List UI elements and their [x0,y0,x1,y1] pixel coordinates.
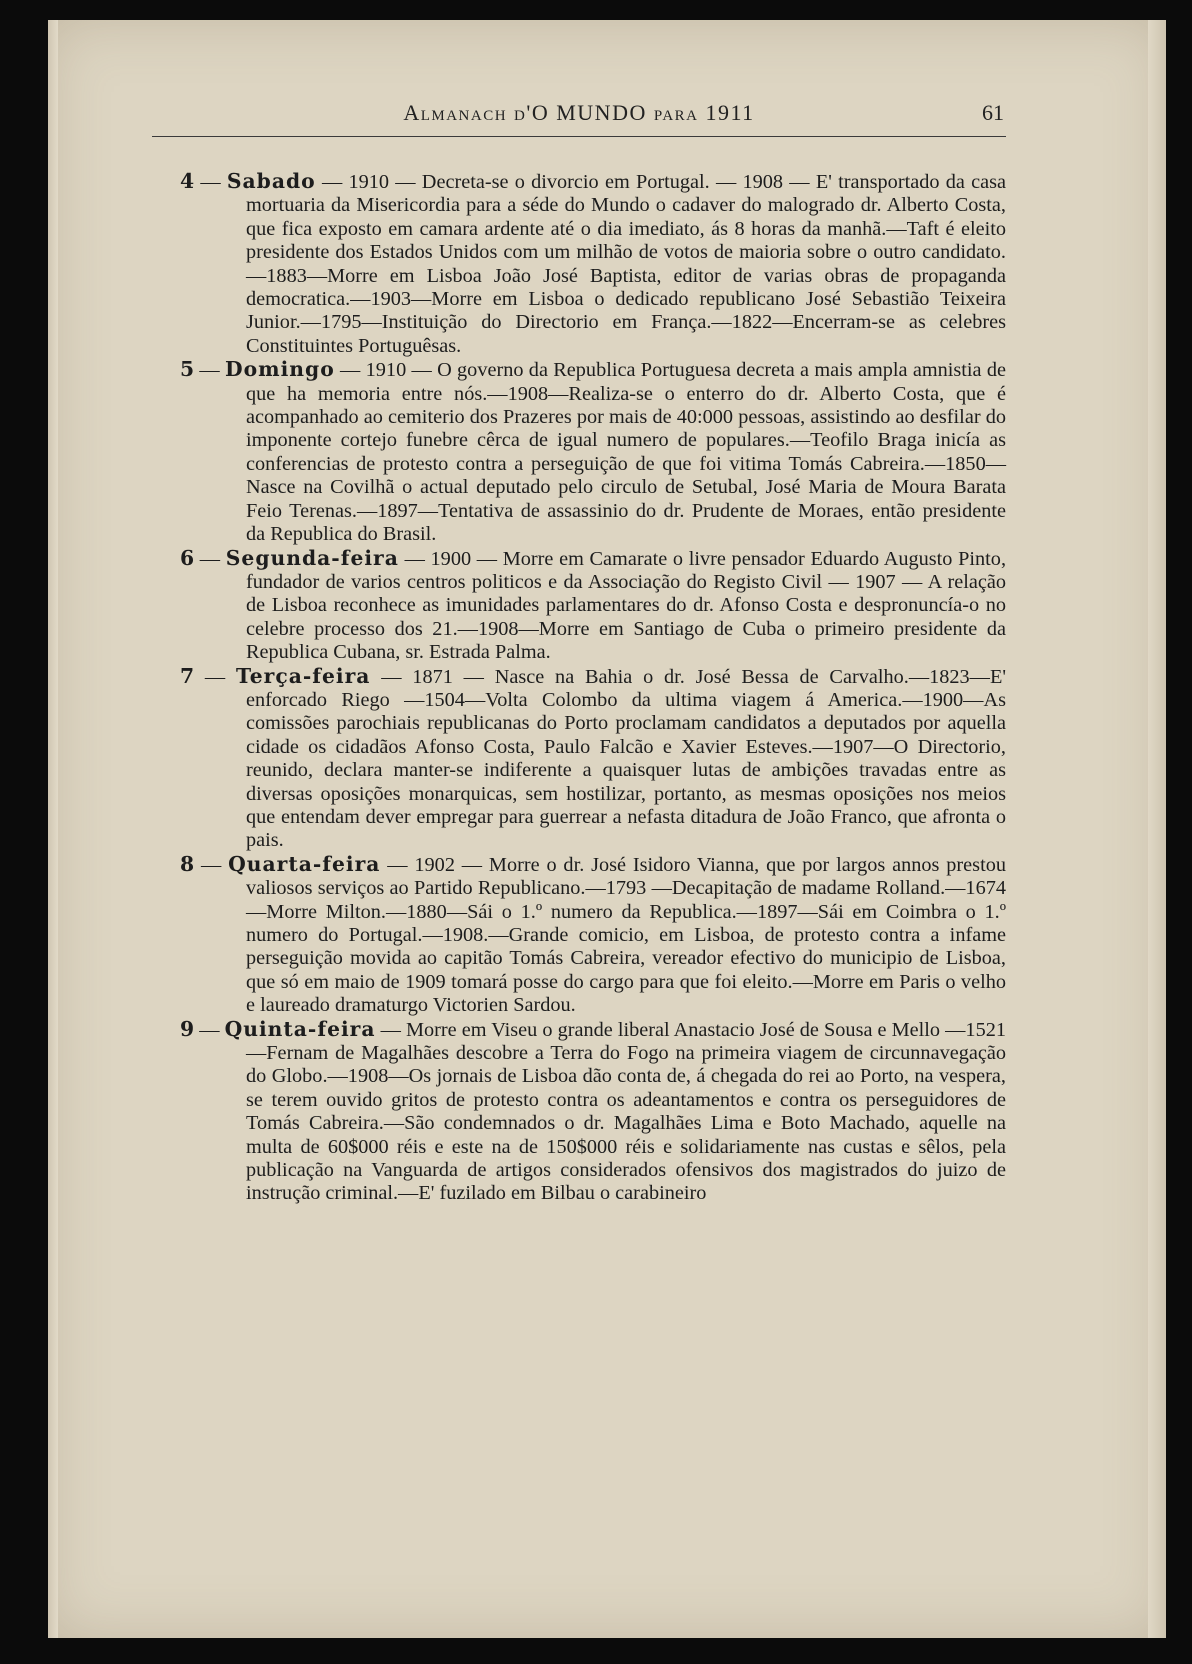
entry-number: 8 [180,851,195,876]
entry-text: 1910 — O governo da Republica Portuguesa decreta a mais ampla amnistia de que ha memoria entre nós.—1908—Realiza-se o enterro do dr. Alberto Costa, que é acompanhado ao cemiterio dos Prazeres por mais de 40:000 pessoas, assistindo ao desfilar do imponente cortejo funebre cêrca de igual numero de populares.—Teofilo Braga inicía as conferencias de protesto contra a perseguição de que foi vitima Tomás Cabreira.—1850—Nasce na Covilhã o actual deputado pelo circulo de Setubal, José Maria de Moura Barata Feio Terenas.—1897—Tentativa de assassinio do dr. Prudente de Moraes, então presidente da Republica do Brasil. [246,359,1006,546]
entry-weekday: Domingo [225,357,335,382]
entry-weekday: Quarta-feira [228,851,381,876]
entry-number: 4 [180,169,195,193]
entry-weekday: Segunda-feira [225,545,399,570]
entry-day-5: 5 — Domingo — 1910 — O governo da Republica Portuguesa decreta a mais ampla amnistia de que ha memoria entre nós.—1908—Realiza-se o enterro do dr. Alberto Costa, que é acompanhado ao cemiterio dos Prazeres por mais de 40:000 pessoas, assistindo ao desfilar do imponente cortejo funebre cêrca de igual numero de populares.—Teofilo Braga inicía as conferencias de protesto contra a perseguição de que foi vitima Tomás Cabreira.—1850—Nasce na Covilhã o actual deputado pelo circulo de Setubal, José Maria de Moura Barata Feio Terenas.—1897—Tentativa de assassinio do dr. Prudente de Moraes, então presidente da Republica do Brasil. [180,357,1006,546]
entry-day-8: 8 — Quarta-feira — 1902 — Morre o dr. José Isidoro Vianna, que por largos annos prestou valiosos serviços ao Partido Republicano.—1793 —Decapitação de madame Rolland.—1674—Morre Milton.—1880—Sái o 1.º numero da Republica.—1897—Sái em Coimbra o 1.º numero do Portugal.—1908.—Grande comicio, em Lisboa, de protesto contra a infame perseguição movida ao capitão Tomás Cabreira, vereador efectivo do municipio de Lisboa, que só em maio de 1909 tomará posse do cargo para que foi eleito.—Morre em Paris o velho e laureado dramaturgo Victorien Sardou. [180,851,1006,1017]
entry-number: 9 [180,1016,195,1041]
entry-text: 1902 — Morre o dr. José Isidoro Vianna, que por largos annos prestou valiosos serviços ao Partido Republicano.—1793 —Decapitação de madame Rolland.—1674—Morre Milton.—1880—Sái o 1.º numero da Republica.—1897—Sái em Coimbra o 1.º numero do Portugal.—1908.—Grande comicio, em Lisboa, de protesto contra a infame perseguição movida ao capitão Tomás Cabreira, vereador efectivo do municipio de Lisboa, que só em maio de 1909 tomará posse do cargo para que foi eleito.—Morre em Paris o velho e laureado dramaturgo Victorien Sardou. [246,853,1006,1017]
entry-text: 1871 — Nasce na Bahia o dr. José Bessa de Carvalho.—1823—E' enforcado Riego —1504—Volta Colombo da ultima viagem á America.—1900—As comissões parochiais republicanas do Porto proclamam candidatos a deputados por aquella cidade os cidadãos Afonso Costa, Paulo Falcão e Xavier Esteves.—1907—O Directorio, reunido, declara manter-se indiferente a quaisquer lutas de ambições travadas entre as diversas oposições monarquicas, sem hostilizar, portanto, as mesmas oposições nos meios que entendam dever empregar para guerrear a nefasta ditadura de João Franco, que afronta o pais. [246,665,1007,852]
entry-number: 5 [180,357,195,382]
entry-text: 1900 — Morre em Camarate o livre pensador Eduardo Augusto Pinto, fundador de varios centros politicos e da Associação do Registo Civil — 1907 — A relação de Lisboa reconhece as imunidades parlamentares do dr. Afonso Costa e despronuncía-o no celebre processo dos 21.—1908—Morre em Santiago de Cuba o primeiro presidente da Republica Cubana, sr. Estrada Palma. [246,547,1007,664]
running-title: Almanach d'O MUNDO para 1911 [403,100,755,125]
almanac-entries [180,170,1006,1206]
entry-weekday: Terça-feira [236,663,371,688]
running-header [152,90,1006,137]
entry-day-4: 4 — Sabado — 1910 — Decreta-se o divorcio em Portugal. — 1908 — E' transportado da casa mortuaria da Misericordia para a séde do Mundo o cadaver do malogrado dr. Alberto Costa, que fica exposto em camara ardente até o dia imediato, ás 8 horas da manhã.—Taft é eleito presidente dos Estados Unidos com um milhão de votos de maioria sobre o outro candidato.—1883—Morre em Lisboa João José Baptista, editor de varias obras de propaganda democratica.—1903—Morre em Lisboa o dedicado republicano José Sebastião Teixeira Junior.—1795—Instituição do Directorio em França.—1822—Encerram-se as celebres Constituintes Portuguêsas. [180,169,1007,357]
entry-text: 1910 — Decreta-se o divorcio em Portugal. — 1908 — E' transportado da casa mortuaria da Misericordia para a séde do Mundo o cadaver do malogrado dr. Alberto Costa, que fica exposto em camara ardente até o dia imediato, ás 8 horas da manhã.—Taft é eleito presidente dos Estados Unidos com um milhão de votos de maioria sobre o outro candidato.—1883—Morre em Lisboa João José Baptista, editor de varias obras de propaganda democratica.—1903—Morre em Lisboa o dedicado republicano José Sebastião Teixeira Junior.—1795—Instituição do Directorio em França.—1822—Encerram-se as celebres Constituintes Portuguêsas. [246,171,1007,357]
entry-weekday: Sabado [226,169,316,193]
entry-day-9: 9 — Quinta-feira — Morre em Viseu o grande liberal Anastacio José de Sousa e Mello —1521—Fernam de Magalhães descobre a Terra do Fogo na primeira viagem de circunnavegação do Globo.—1908—Os jornais de Lisboa dão conta de, á chegada do rei ao Porto, na vespera, se terem ouvido gritos de protesto contra os adeantamentos e contra os perseguidores de Tomás Cabreira.—São condemnados o dr. Magalhães Lima e Boto Machado, aquelle na multa de 60$000 réis e este na de 150$000 réis e solidariamente nas custas e sêlos, pela publicação na Vanguarda de artigos considerados ofensivos dos magistrados do juizo de instrução criminal.—E' fuzilado em Bilbau o carabineiro [180,1016,1006,1205]
entry-weekday: Quinta-feira [224,1016,376,1041]
entry-day-7: 7 — Terça-feira — 1871 — Nasce na Bahia o dr. José Bessa de Carvalho.—1823—E' enforcado Riego —1504—Volta Colombo da ultima viagem á America.—1900—As comissões parochiais republicanas do Porto proclamam candidatos a deputados por aquella cidade os cidadãos Afonso Costa, Paulo Falcão e Xavier Esteves.—1907—O Directorio, reunido, declara manter-se indiferente a quaisquer lutas de ambições travadas entre as diversas oposições monarquicas, sem hostilizar, portanto, as mesmas oposições nos meios que entendam dever empregar para guerrear a nefasta ditadura de João Franco, que afronta o pais. [180,663,1007,852]
entry-number: 6 [180,545,195,570]
entry-day-6: 6 — Segunda-feira — 1900 — Morre em Camarate o livre pensador Eduardo Augusto Pinto, fundador de varios centros politicos e da Associação do Registo Civil — 1907 — A relação de Lisboa reconhece as imunidades parlamentares do dr. Afonso Costa e despronuncía-o no celebre processo dos 21.—1908—Morre em Santiago de Cuba o primeiro presidente da Republica Cubana, sr. Estrada Palma. [180,545,1007,664]
page-fore-edge [1148,20,1166,1638]
entry-number: 7 [180,663,195,688]
page-binding-edge [48,20,58,1638]
entry-text: Morre em Viseu o grande liberal Anastacio José de Sousa e Mello —1521—Fernam de Magalhães descobre a Terra do Fogo na primeira viagem de circunnavegação do Globo.—1908—Os jornais de Lisboa dão conta de, á chegada do rei ao Porto, na vespera, se terem ouvido gritos de protesto contra os adeantamentos e contra os perseguidores de Tomás Cabreira.—São condemnados o dr. Magalhães Lima e Boto Machado, aquelle na multa de 60$000 réis e este na de 150$000 réis e solidariamente nas custas e sêlos, pela publicação na Vanguarda de artigos considerados ofensivos dos magistrados do juizo de instrução criminal.—E' fuzilado em Bilbau o carabineiro [246,1018,1006,1205]
page-number: 61 [982,100,1004,125]
